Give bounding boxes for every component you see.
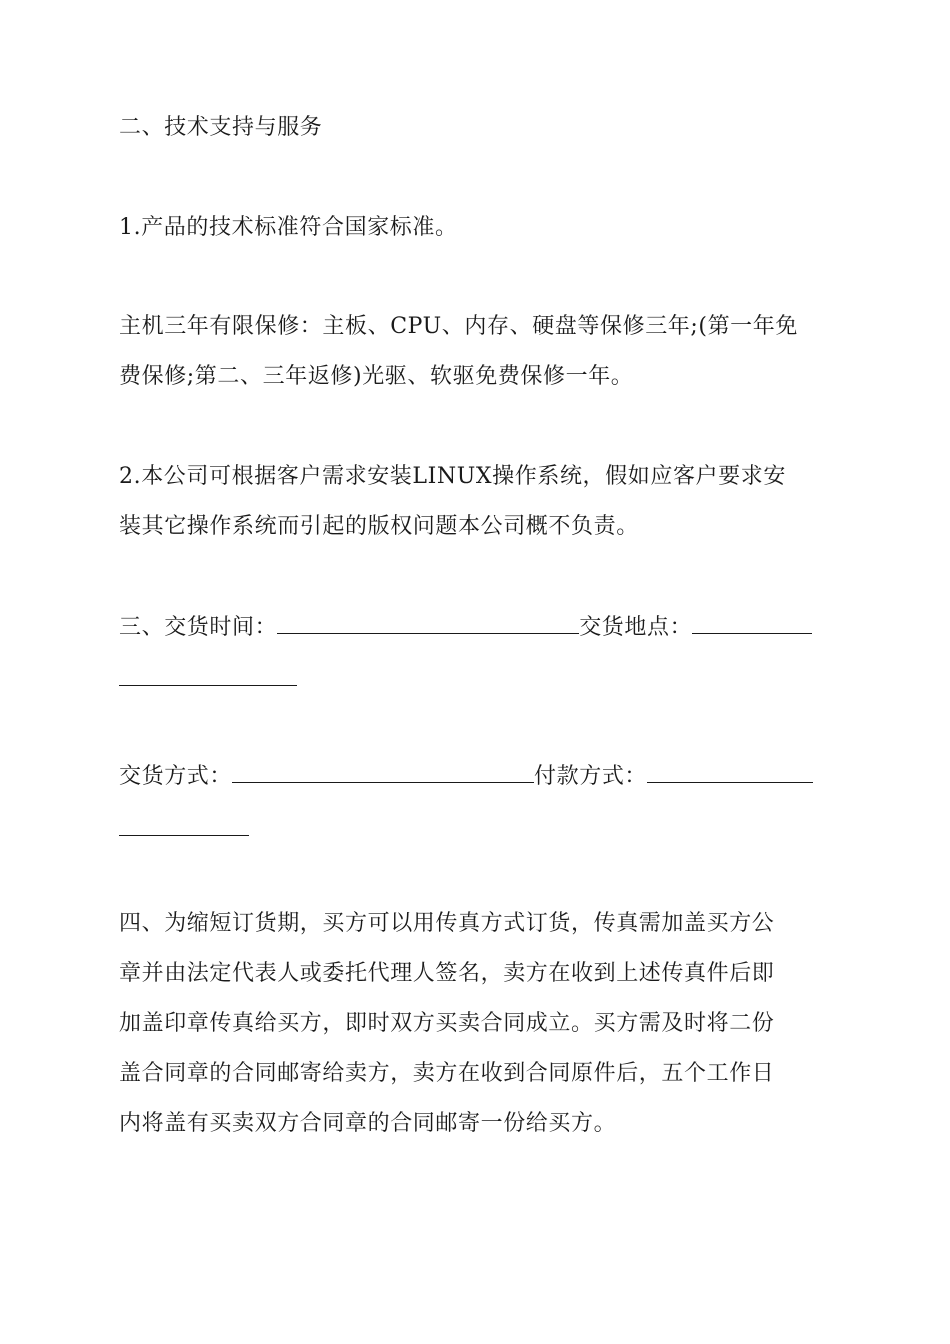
paragraph-fax-order-line-4: 盖合同章的合同邮寄给卖方，卖方在收到合同原件后，五个工作日 [119,1061,775,1086]
section-heading-tech-support: 二、技术支持与服务 [119,115,323,140]
paragraph-fax-order-line-1: 四、为缩短订货期，买方可以用传真方式订货，传真需加盖买方公 [119,911,775,936]
delivery-place-blank-continued[interactable] [119,684,297,686]
delivery-row [119,611,812,641]
paragraph-os-line-2: 装其它操作系统而引起的版权问题本公司概不负责。 [119,514,639,539]
payment-row [119,760,813,790]
paragraph-os-line-1: 2.本公司可根据客户需求安装LINUX操作系统，假如应客户要求安 [119,464,786,489]
payment-method-blank-continued[interactable] [119,834,249,836]
paragraph-fax-order-line-5: 内将盖有买卖双方合同章的合同邮寄一份给买方。 [119,1111,617,1136]
delivery-time-blank[interactable] [277,611,579,634]
delivery-method-label: 交货方式： [119,764,233,789]
delivery-method-blank[interactable] [232,760,534,783]
paragraph-fax-order-line-2: 章并由法定代表人或委托代理人签名，卖方在收到上述传真件后即 [119,961,775,986]
document-page [119,0,831,1344]
paragraph-standard: 1.产品的技术标准符合国家标准。 [119,215,458,240]
paragraph-warranty-line-2: 费保修;第二、三年返修)光驱、软驱免费保修一年。 [119,364,634,389]
delivery-place-blank[interactable] [692,611,812,634]
payment-method-label: 付款方式： [534,764,648,789]
payment-method-blank[interactable] [647,760,813,783]
paragraph-fax-order-line-3: 加盖印章传真给买方，即时双方买卖合同成立。买方需及时将二份 [119,1011,775,1036]
delivery-place-label: 交货地点： [579,615,693,640]
paragraph-warranty-line-1: 主机三年有限保修：主板、CPU、内存、硬盘等保修三年;(第一年免 [119,314,798,339]
delivery-time-label: 三、交货时间： [119,615,278,640]
